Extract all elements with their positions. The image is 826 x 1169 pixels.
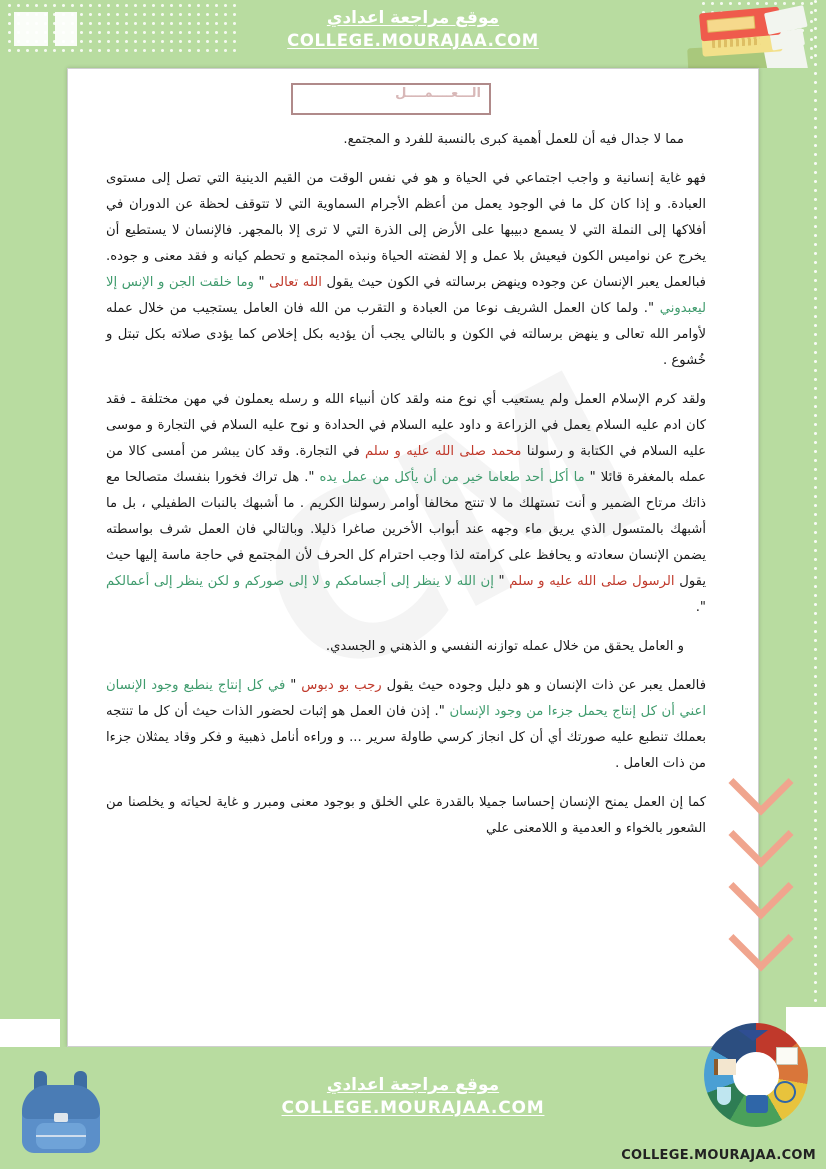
decor-dot [814,549,817,552]
decor-dot [814,63,817,66]
decor-dot [814,531,817,534]
decor-dot [814,873,817,876]
graduation-cap-top [738,1030,768,1041]
book-label [707,16,756,33]
decor-dot [814,882,817,885]
decor-dot [814,297,817,300]
chevron-down-icon [728,906,793,971]
paragraph [106,673,706,777]
atom-icon [770,1077,800,1107]
decor-dot [814,963,817,966]
text-run-black: فهو غاية إنسانية و واجب اجتماعي في الحياة و هو في نفس الوقت من القيم الدينية التي تصل إلى مستوى العبادة. و إذا كان كل ما في الوجود يعمل من أعظم الأجرام السماوية التي لا تتوقف لحظة عن الدوران في أفلاكها إلى النملة التي لا يسمع دبيبها على الأرض إلى الذرة التي لا ترى إلا بالمجهر. فالإنسان لا يستطيع أن يخرج عن نواميس الكون فيعيش بلا عمل و إلا لفضته الحياة ونبذه المجتمع و تحطم كيانه و فقد معنى و جوده. فبالعمل يعبر الإنسان عن وجوده وينهض برسالته في الكون حيث يقول [106,171,706,290]
decor-dot [814,936,817,939]
decor-dot [814,36,817,39]
decor-dot [814,243,817,246]
globe-icon [746,1095,768,1113]
decor-dot [814,864,817,867]
decor-dot [814,99,817,102]
decor-dot [814,720,817,723]
text-run-black: ". ولما كان العمل الشريف نوعا من العبادة و التقرب من الله فان العامل يستجيب من خلال عمله لأوامر الله تعالى و ينهض برسالته في الكون و بالتالي يجب أن يؤديه بكل إخلاص كما يؤدى صلاته بكل تبتل و خُشوع . [106,301,706,368]
decor-dot [814,72,817,75]
footer-site-name-arabic: موقع مراجعة اعدادي [326,1075,500,1095]
notebook-icon [776,1047,798,1065]
text-run-black: و العامل يحقق من خلال عمله توازنه النفسي و الذهني و الجسدي. [325,639,684,654]
right-edge-dot-rail [814,0,820,1169]
flask-icon [717,1087,731,1105]
text-run-red: الرسول صلى الله عليه و سلم [509,574,675,589]
decor-dot [814,90,817,93]
book-icon [714,1059,736,1075]
decor-dot [814,270,817,273]
text-run-black: ". هل تراك فخورا بنفسك متصالحا مع ذاتك مرتاح الضمير و أنت تستهلك ما لا تنتج مخالفا أوامر رسولنا الكريم . ما أشبهك بالنبات الطفيلي ، بل ما أشبهك بالمتسول الذي يريق ماء وجهه عند أبواب الأخرين صاغرا ذليلا. وبالتالي فان العمل شرف بواسطته يضمن الإنسان سعادته و يحافظ على كرامته لذا وجب احترام كل الحرف لأن المجتمع في حاجة ماسة إليها حيث يقول [106,470,706,589]
decor-dot [814,477,817,480]
decor-dot [71,4,74,7]
decor-dot [215,4,218,7]
header-site-url[interactable]: COLLEGE.MOURAJAA.COM [287,31,539,51]
decor-dot [814,387,817,390]
decor-dot [814,729,817,732]
decor-dot [814,522,817,525]
decor-dot [143,4,146,7]
text-run-green: ما أكل أحد طعاما خير من أن يأكل من عمل يده [319,470,585,485]
top-banner [0,0,826,68]
decor-dot [814,540,817,543]
decor-dot [814,135,817,138]
decor-dot [814,603,817,606]
decor-dot [814,333,817,336]
decor-dot [814,567,817,570]
education-circle-logo [704,1023,808,1127]
decor-dot [62,4,65,7]
decor-dot [814,639,817,642]
decor-dot [814,27,817,30]
header-site-name-arabic: موقع مراجعة اعدادي [326,8,500,28]
decor-dot [814,324,817,327]
decor-dot [814,18,817,21]
footer-site-url[interactable]: COLLEGE.MOURAJAA.COM [281,1098,545,1118]
decor-dot [814,747,817,750]
decor-dot [814,621,817,624]
decor-dot [814,999,817,1002]
decor-dot [224,4,227,7]
graduation-cap-icon [738,1030,768,1048]
text-run-black: فالعمل يعبر عن ذات الإنسان و هو دليل وجوده حيث يقول [381,678,707,693]
decor-dot [197,4,200,7]
decor-dot [814,153,817,156]
decor-dot [814,162,817,165]
decor-dot [814,594,817,597]
decor-dot [814,207,817,210]
footer-banner [0,1047,826,1169]
decor-dot [814,252,817,255]
decor-dot [814,459,817,462]
decor-dot [8,4,11,7]
decor-dot [152,4,155,7]
decor-dot [170,4,173,7]
text-run-black: مما لا جدال فيه أن للعمل أهمية كبرى بالنسبة للفرد و المجتمع. [343,132,684,147]
decor-dot [814,954,817,957]
decor-dot [814,909,817,912]
decor-dot [26,4,29,7]
decor-dot [814,279,817,282]
decor-dot [814,468,817,471]
decor-dot [814,342,817,345]
decor-dot [814,108,817,111]
decor-dot [814,414,817,417]
decor-dot [814,54,817,57]
decor-dot [814,981,817,984]
decor-dot [814,774,817,777]
decor-dot [814,495,817,498]
decor-dot [814,450,817,453]
decor-dot [814,945,817,948]
text-run-black: " [253,275,270,290]
document-paper [67,68,759,1047]
text-run-red: رجب بو دبوس [301,678,382,693]
text-run-red: الله تعالى [269,275,322,290]
decor-dot [814,576,817,579]
decor-dot [814,657,817,660]
page-title: الـــعــــمــــل [395,86,481,101]
decor-dot [814,918,817,921]
footer-branding [0,1075,826,1118]
paragraph [106,166,706,374]
chevron-decoration-group [734,760,814,1010]
decor-dot [44,4,47,7]
decor-dot [179,4,182,7]
decor-dot [814,351,817,354]
decor-dot [134,4,137,7]
decor-dot [814,819,817,822]
footer-brand-text: COLLEGE.MOURAJAA.COM [621,1148,816,1163]
decor-dot [814,288,817,291]
decor-dot [814,144,817,147]
text-run-red: محمد صلى الله عليه و سلم [364,444,522,459]
decor-dot [814,504,817,507]
decor-dot [814,261,817,264]
decor-dot [814,306,817,309]
decor-dot [814,765,817,768]
decor-dot [814,783,817,786]
decor-dot [89,4,92,7]
text-run-black: كما إن العمل يمنح الإنسان إحساسا جميلا بالقدرة علي الخلق و بوجود معنى ومبرر و غاية لحياته و يخلصنا من الشعور بالخواء و العدمية و اللامعنى علي [106,795,706,836]
document-body [106,127,706,855]
decor-dot [125,4,128,7]
text-run-green: في كل إنتاج ينطبع وجود الإنسان اعني أن كل إنتاج يحمل جزءا من وجود الإنسان [106,678,707,719]
decor-dot [814,891,817,894]
decor-dot [206,4,209,7]
decor-dot [814,846,817,849]
decor-dot [814,216,817,219]
decor-dot [814,666,817,669]
backpack-zipper [36,1135,86,1137]
decor-dot [814,900,817,903]
text-run-black: ". إذن فان العمل هو إثبات لحضور الذات حيث أن كل ما تنتجه بعملك تنطبع عليه صورتك أي أن كل انجاز كرسي طاولة سرير ... و وراءه أنامل ذهبية و فكر وقاد يمثلان جزءا من ذات العامل . [106,704,706,771]
decor-dot [814,126,817,129]
decor-dot [814,513,817,516]
paragraph [106,634,706,660]
decor-dot [814,225,817,228]
decor-dot [814,702,817,705]
decor-dot [814,234,817,237]
text-run-black: في التجارة. وقد كان يبشر من أمسى كالا من عمله بالمغفرة قائلا " [106,444,706,485]
decor-dot [814,693,817,696]
decor-dot [814,0,817,3]
decor-dot [814,828,817,831]
decor-dot [814,9,817,12]
decor-dot [814,117,817,120]
decor-dot [814,369,817,372]
left-white-strip [0,1019,60,1047]
decor-dot [814,990,817,993]
decor-dot [814,756,817,759]
decor-dot [814,81,817,84]
text-run-black: ". [695,600,706,615]
text-run-black: " [493,574,510,589]
decor-dot [814,189,817,192]
decor-dot [814,927,817,930]
decor-dot [814,675,817,678]
decor-dot [814,738,817,741]
text-run-green: إن الله لا ينظر إلى أجسامكم و لا إلى صوركم و لكن ينظر إلى أعمالكم [106,574,494,589]
decor-dot [98,4,101,7]
decor-dot [814,837,817,840]
decor-dot [814,558,817,561]
decor-dot [814,198,817,201]
decor-dot [814,612,817,615]
decor-dot [814,855,817,858]
decor-dot [814,711,817,714]
decor-dot [814,423,817,426]
decor-dot [161,4,164,7]
decor-dot [814,972,817,975]
decor-dot [188,4,191,7]
decor-dot [107,4,110,7]
decor-dot [814,441,817,444]
decor-dot [814,486,817,489]
text-run-black: ولقد كرم الإسلام العمل ولم يستعيب أي نوع منه ولقد كان أنبياء الله و رسله يعملون في مهن مختلفة ـ فقد كان ادم عليه السلام يعمل في الزراعة و داود عليه السلام في الحدادة و نوح عليه السلام في التجارة و موسى عليه السلام في الكتابة و رسولنا [106,392,706,459]
decor-dot [814,315,817,318]
decor-dot [53,4,56,7]
decor-dot [814,432,817,435]
decor-dot [80,4,83,7]
paragraph [106,790,706,842]
decor-dot [814,801,817,804]
decor-dot [233,4,236,7]
decor-dot [814,648,817,651]
decor-dot [35,4,38,7]
decor-dot [814,585,817,588]
paragraph [106,127,706,153]
decor-dot [814,180,817,183]
decor-dot [814,405,817,408]
decor-dot [814,171,817,174]
paragraph [106,387,706,621]
decor-dot [814,396,817,399]
decor-dot [814,45,817,48]
decor-dot [17,4,20,7]
decor-dot [116,4,119,7]
decor-dot [814,378,817,381]
decor-dot [814,792,817,795]
document-title-box [291,83,491,115]
stacked-books-icon [686,2,818,68]
text-run-black: " [285,678,302,693]
decor-dot [814,360,817,363]
decor-dot [814,630,817,633]
text-run-green: وما خلقت الجن و الإنس إلا ليعبدوني [106,275,706,316]
decor-dot [814,684,817,687]
decor-dot [814,810,817,813]
